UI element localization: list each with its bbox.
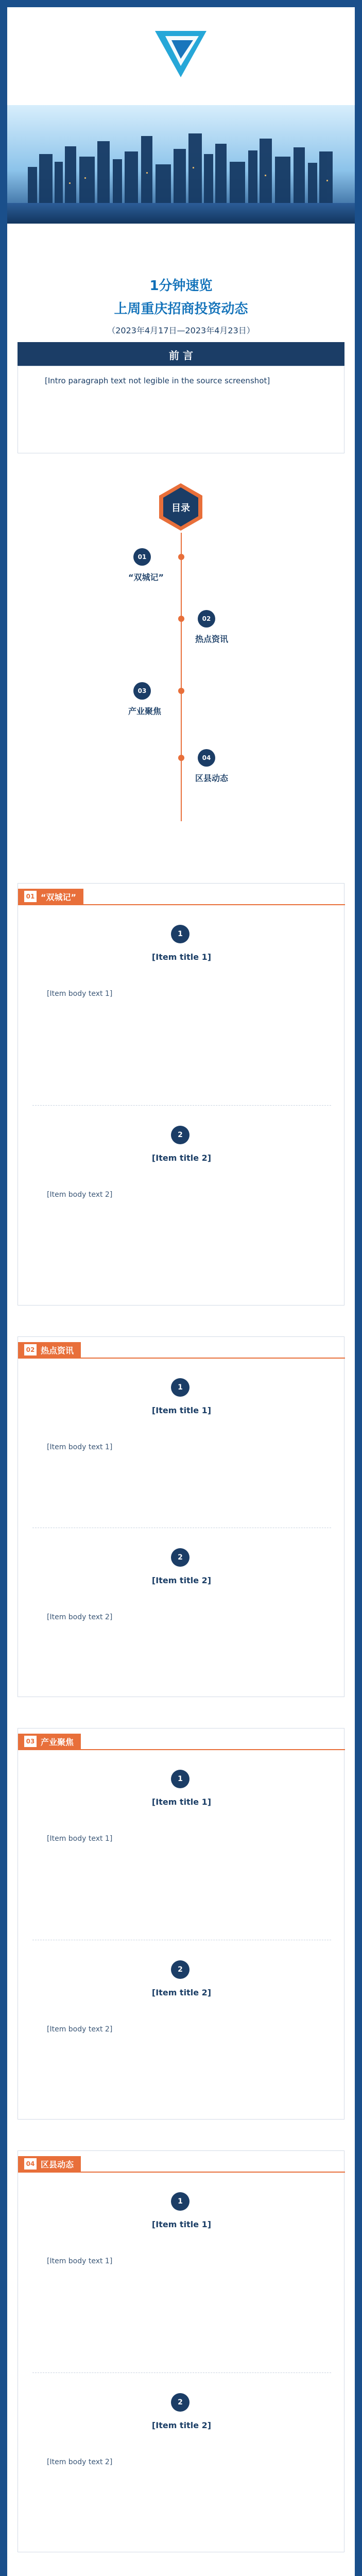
toc-item-label: 区县动态: [195, 773, 229, 783]
item-number: 2: [171, 1548, 189, 1567]
section-tab: [18, 2156, 81, 2172]
item-number: 1: [171, 925, 189, 943]
city-skyline-image: [7, 105, 355, 224]
item-number: 1: [171, 1378, 189, 1397]
section-tab: [18, 1342, 81, 1358]
section-number: 02: [24, 1344, 37, 1355]
section-tab: [18, 889, 83, 904]
section-label: 热点资讯: [41, 1345, 74, 1355]
toc-item-number: 04: [198, 749, 215, 767]
newsletter-card: [7, 7, 355, 2576]
item-separator: [32, 1105, 331, 1106]
section-item-2: [18, 1548, 345, 1692]
item-body: [Item body text 2]: [47, 1191, 113, 1199]
section-underline: [18, 904, 345, 905]
toc-item-label: 热点资讯: [195, 634, 229, 644]
toc-item-label: 产业聚焦: [128, 706, 162, 716]
item-number: 1: [171, 2192, 189, 2211]
item-title: [Item title 2]: [151, 2420, 212, 2430]
intro-title-bar: [18, 342, 344, 366]
item-number: 2: [171, 2393, 189, 2412]
item-separator: [32, 1528, 331, 1529]
item-title: [Item title 1]: [151, 1797, 212, 1807]
toc-badge-label: 目录: [171, 503, 190, 514]
section-number: 01: [24, 891, 37, 902]
item-body: [Item body text 1]: [47, 1443, 113, 1451]
section-2: [18, 1336, 344, 1697]
section-underline: [18, 1749, 345, 1750]
section-tab: [18, 1734, 81, 1749]
item-title: [Item title 2]: [151, 1988, 212, 1997]
section-item-1: [18, 1378, 345, 1522]
timeline-dot-icon: [178, 688, 184, 694]
item-title: [Item title 1]: [151, 1405, 212, 1415]
section-underline: [18, 1358, 345, 1359]
section-item-2: [18, 2393, 345, 2548]
item-title: [Item title 2]: [151, 1153, 212, 1163]
timeline-dot-icon: [178, 554, 184, 560]
section-header: [18, 884, 345, 907]
item-number: 2: [171, 1960, 189, 1979]
page-title: 1分钟速览: [149, 278, 213, 294]
toc-item-number: 01: [133, 548, 151, 566]
section-4: [18, 2150, 344, 2552]
item-body: [Item body text 1]: [47, 1835, 113, 1843]
section-header: [18, 2151, 345, 2175]
section-item-2: [18, 1126, 345, 1296]
intro-title: 前 言: [169, 349, 193, 362]
section-number: 04: [24, 2158, 37, 2170]
hero-banner: [7, 7, 355, 224]
toc-item-number: 02: [198, 610, 215, 628]
section-label: 产业聚焦: [41, 1737, 74, 1747]
intro-text: [Intro paragraph text not legible in the source screenshot]: [45, 376, 270, 385]
item-separator: [32, 2372, 331, 2374]
table-of-contents: [7, 471, 355, 862]
item-title: [Item title 2]: [151, 1575, 212, 1585]
item-body: [Item body text 1]: [47, 2257, 113, 2265]
toc-item-label: “双城记”: [128, 572, 164, 582]
page-subtitle: 上周重庆招商投资动态: [114, 301, 248, 317]
item-body: [Item body text 2]: [47, 2025, 113, 2033]
intro-box: [18, 366, 344, 453]
item-title: [Item title 1]: [151, 2219, 212, 2229]
section-header: [18, 1728, 345, 1752]
section-header: [18, 1337, 345, 1361]
section-item-2: [18, 1960, 345, 2115]
section-item-1: [18, 1770, 345, 1935]
section-1: [18, 883, 344, 1306]
section-item-1: [18, 2192, 345, 2367]
section-underline: [18, 2172, 345, 2173]
section-item-1: [18, 925, 345, 1100]
item-separator: [32, 1940, 331, 1941]
section-label: “双城记”: [41, 892, 77, 902]
toc-timeline-line: [181, 533, 182, 821]
timeline-dot-icon: [178, 755, 184, 761]
toc-item-number: 03: [133, 682, 151, 700]
section-number: 03: [24, 1736, 37, 1747]
item-number: 2: [171, 1126, 189, 1144]
item-body: [Item body text 2]: [47, 2458, 113, 2466]
section-3: [18, 1728, 344, 2120]
triangle-logo-icon: [150, 26, 212, 82]
item-body: [Item body text 2]: [47, 1613, 113, 1621]
timeline-dot-icon: [178, 616, 184, 622]
date-range: （2023年4月17日—2023年4月23日）: [107, 326, 255, 335]
item-body: [Item body text 1]: [47, 990, 113, 998]
item-title: [Item title 1]: [151, 952, 212, 962]
item-number: 1: [171, 1770, 189, 1788]
section-label: 区县动态: [41, 2159, 74, 2170]
